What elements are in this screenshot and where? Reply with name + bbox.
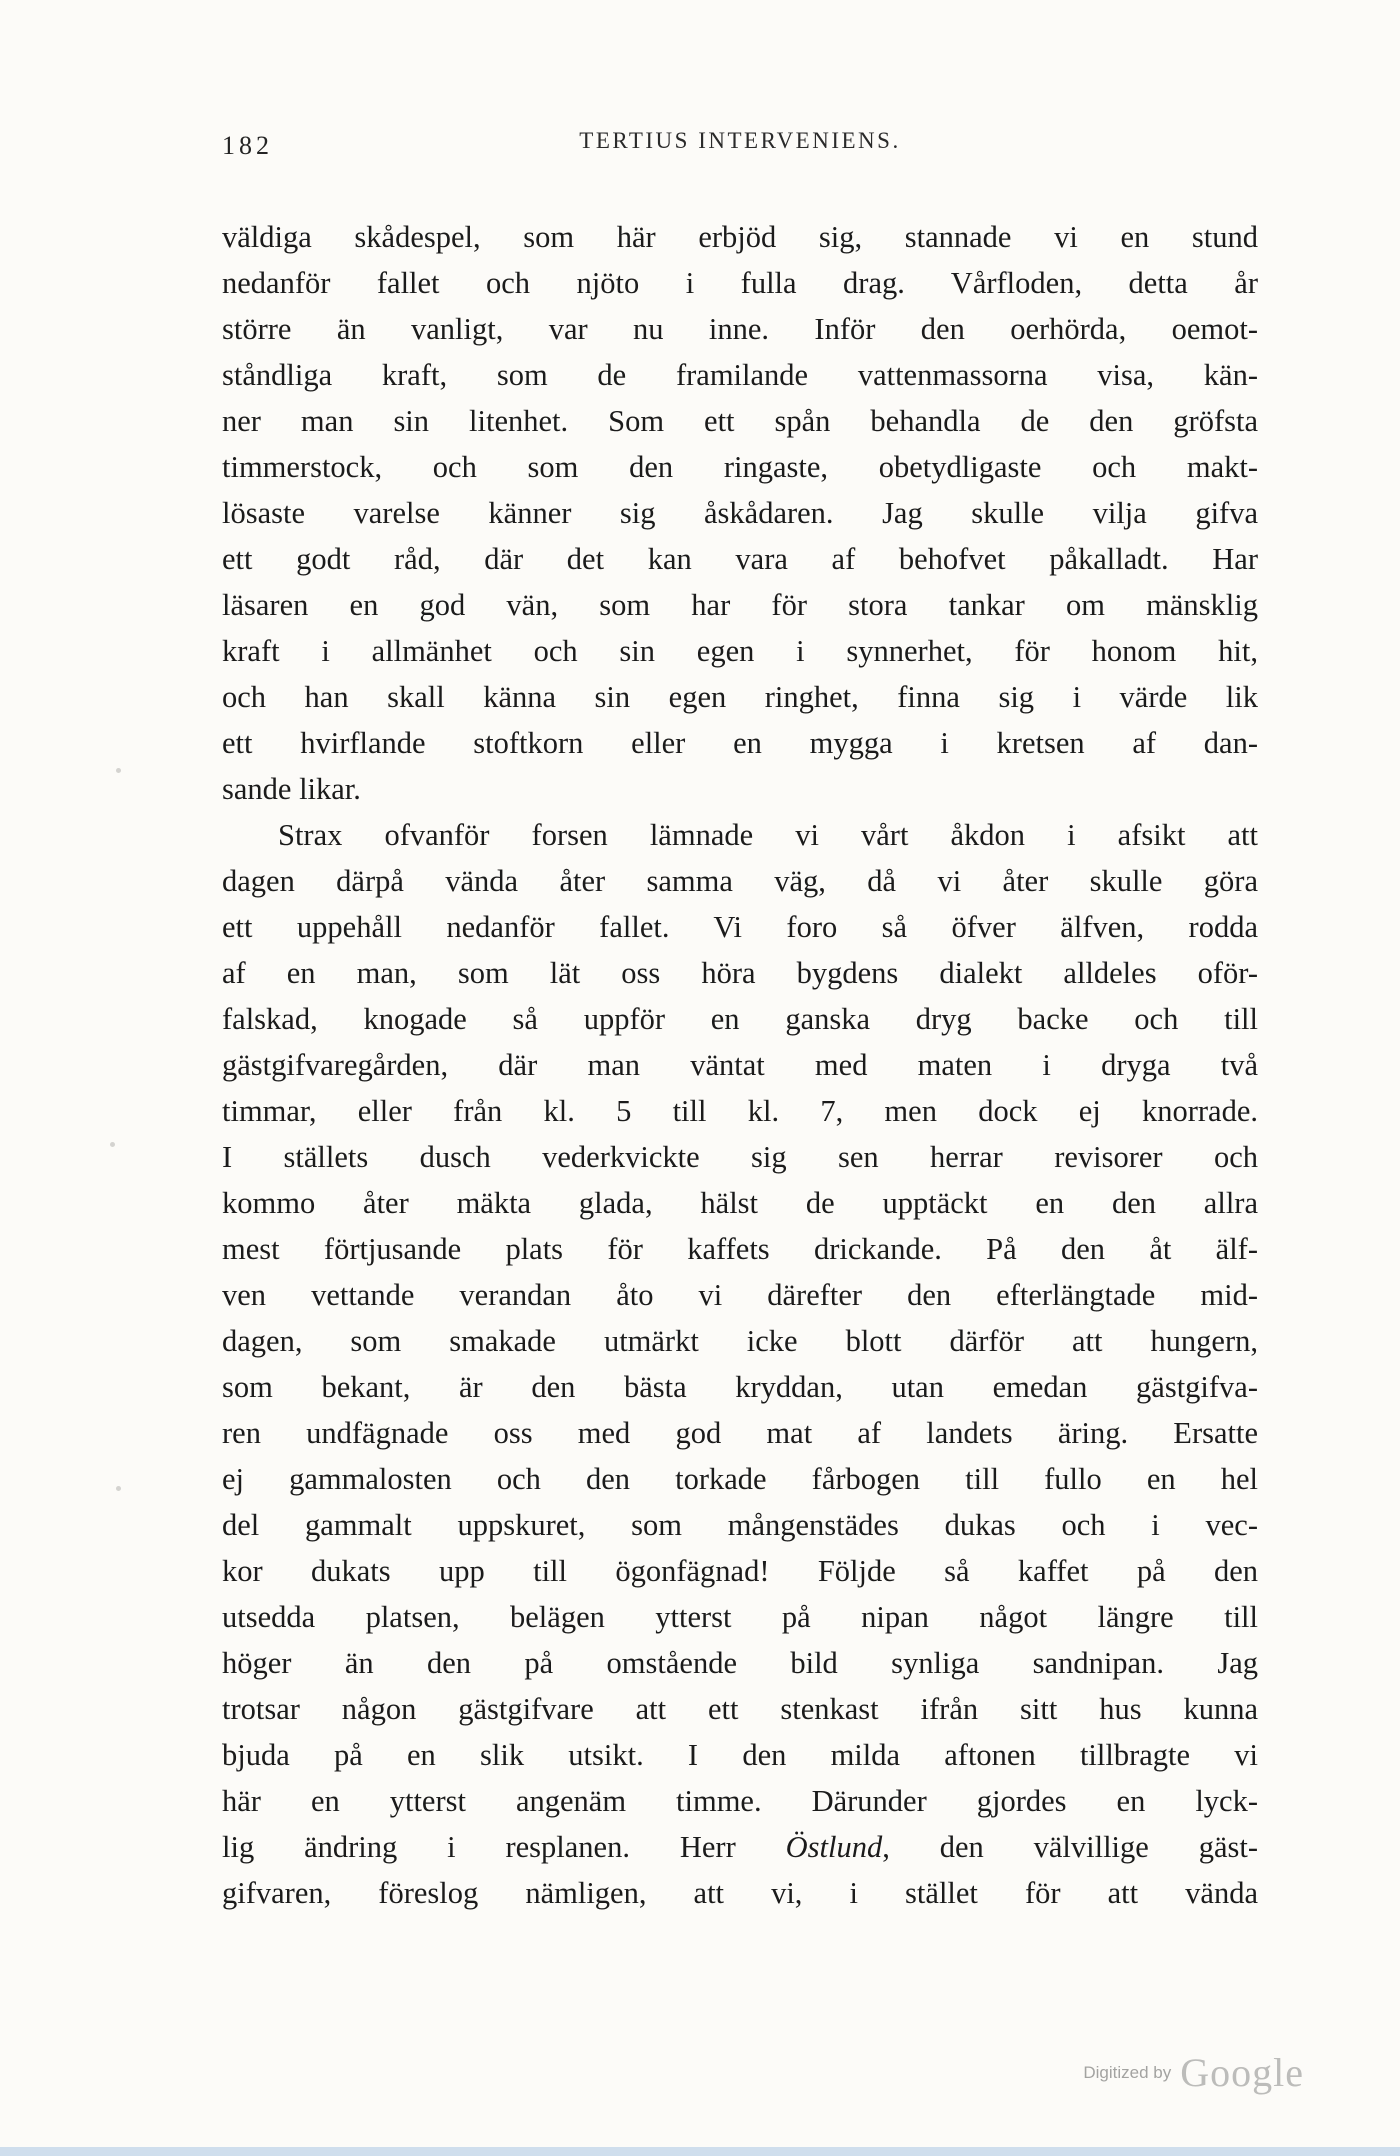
text-block	[222, 214, 1258, 1916]
text-line: ett godt råd, där det kan vara af behofvet påkalladt. Har	[222, 542, 1258, 576]
scan-speck	[116, 768, 121, 773]
text-line: mest förtjusande plats för kaffets drickande. På den åt älf-	[222, 1232, 1258, 1266]
text-line: af en man, som lät oss höra bygdens dialekt alldeles oför-	[222, 956, 1258, 990]
text-line: kommo åter mäkta glada, hälst de upptäckt en den allra	[222, 1186, 1258, 1220]
text-line: ståndliga kraft, som de framilande vattenmassorna visa, kän-	[222, 358, 1258, 392]
text-line: utsedda platsen, belägen ytterst på nipan något längre till	[222, 1600, 1258, 1634]
page-header	[222, 128, 1258, 170]
text-line: gifvaren, föreslog nämligen, att vi, i stället för att vända	[222, 1876, 1258, 1910]
text-line: sande likar.	[222, 772, 361, 806]
text-line: gästgifvaregården, där man väntat med maten i dryga två	[222, 1048, 1258, 1082]
scan-speck	[116, 1486, 121, 1491]
google-logo: Google	[1180, 2050, 1304, 2095]
text-line: Strax ofvanför forsen lämnade vi vårt åkdon i afsikt att	[278, 818, 1258, 852]
text-line: lösaste varelse känner sig åskådaren. Jag skulle vilja gifva	[222, 496, 1258, 530]
text-line: ner man sin litenhet. Som ett spån behandla de den gröfsta	[222, 404, 1258, 438]
text-line: falskad, knogade så uppför en ganska dryg backe och till	[222, 1002, 1258, 1036]
scan-speck	[110, 1142, 115, 1147]
text-line: lig ändring i resplanen. Herr Östlund, den välvillige gäst-	[222, 1830, 1258, 1864]
text-line: kraft i allmänhet och sin egen i synnerhet, för honom hit,	[222, 634, 1258, 668]
watermark	[1083, 2049, 1304, 2096]
running-title: TERTIUS INTERVENIENS.	[579, 128, 901, 153]
text-line: kor dukats upp till ögonfägnad! Följde så kaffet på den	[222, 1554, 1258, 1588]
text-line: bjuda på en slik utsikt. I den milda aftonen tillbragte vi	[222, 1738, 1258, 1772]
text-line: dagen därpå vända åter samma väg, då vi åter skulle göra	[222, 864, 1258, 898]
text-line: väldiga skådespel, som här erbjöd sig, stannade vi en stund	[222, 220, 1258, 254]
text-line: trotsar någon gästgifvare att ett stenkast ifrån sitt hus kunna	[222, 1692, 1258, 1726]
text-line: ett hvirflande stoftkorn eller en mygga i kretsen af dan-	[222, 726, 1258, 760]
text-line: höger än den på omstående bild synliga sandnipan. Jag	[222, 1646, 1258, 1680]
text-line: I ställets dusch vederkvickte sig sen herrar revisorer och	[222, 1140, 1258, 1174]
scan-edge-artifact	[0, 2147, 1400, 2156]
text-line: nedanför fallet och njöto i fulla drag. Vårfloden, detta år	[222, 266, 1258, 300]
text-line: timmerstock, och som den ringaste, obetydligaste och makt-	[222, 450, 1258, 484]
text-line: här en ytterst angenäm timme. Därunder gjordes en lyck-	[222, 1784, 1258, 1818]
watermark-prefix: Digitized by	[1083, 2063, 1172, 2082]
text-line: och han skall känna sin egen ringhet, finna sig i värde lik	[222, 680, 1258, 714]
text-line: ej gammalosten och den torkade fårbogen till fullo en hel	[222, 1462, 1258, 1496]
text-line: läsaren en god vän, som har för stora tankar om mänsklig	[222, 588, 1258, 622]
text-line: större än vanligt, var nu inne. Inför den oerhörda, oemot-	[222, 312, 1258, 346]
text-line: dagen, som smakade utmärkt icke blott därför att hungern,	[222, 1324, 1258, 1358]
text-line: timmar, eller från kl. 5 till kl. 7, men dock ej knorrade.	[222, 1094, 1258, 1128]
text-line: ett uppehåll nedanför fallet. Vi foro så öfver älfven, rodda	[222, 910, 1258, 944]
page-number: 182	[222, 131, 273, 160]
text-line: som bekant, är den bästa kryddan, utan emedan gästgifva-	[222, 1370, 1258, 1404]
text-line: del gammalt uppskuret, som mångenstädes dukas och i vec-	[222, 1508, 1258, 1542]
text-line: ren undfägnade oss med god mat af landets äring. Ersatte	[222, 1416, 1258, 1450]
text-line: ven vettande verandan åto vi därefter den efterlängtade mid-	[222, 1278, 1258, 1312]
